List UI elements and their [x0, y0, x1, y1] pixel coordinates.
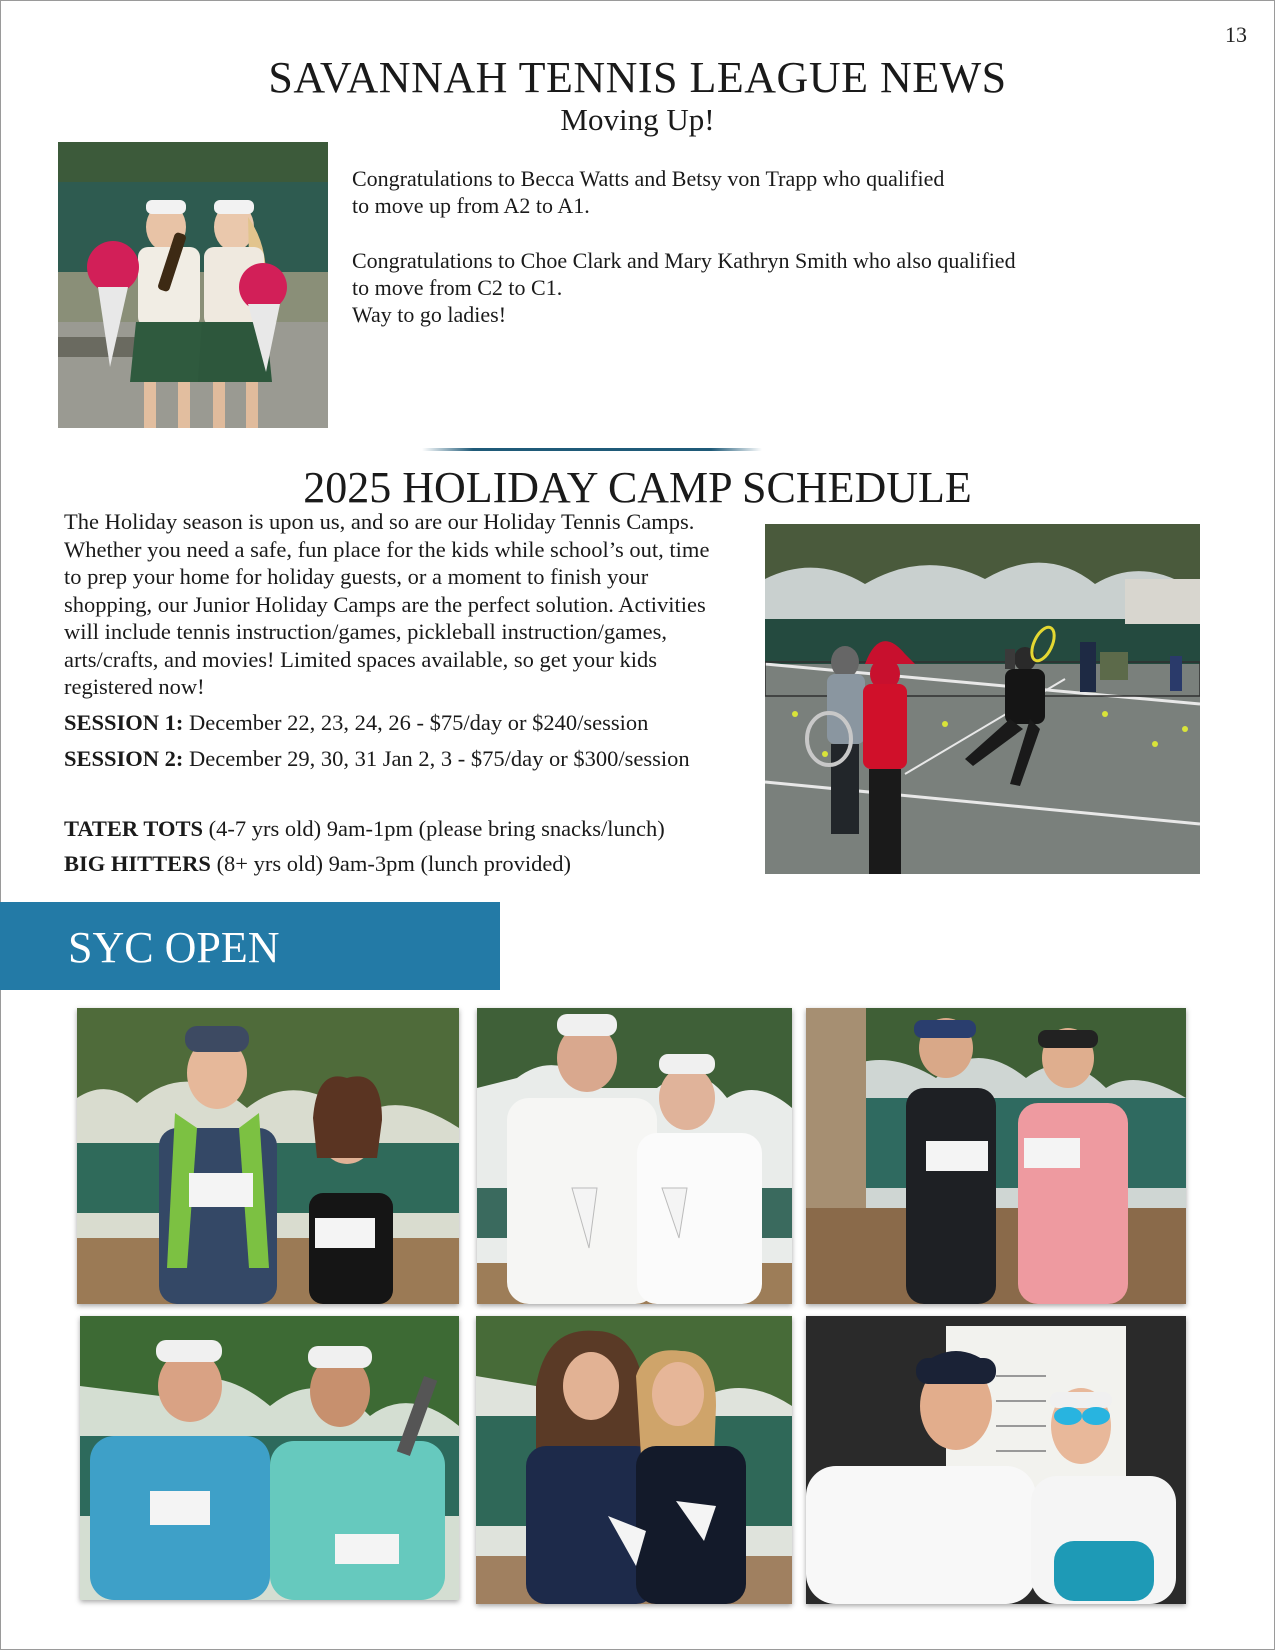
group-tater-tots-label: TATER TOTS [64, 816, 204, 841]
newsletter-title: SAVANNAH TENNIS LEAGUE NEWS [268, 53, 1007, 102]
camp-description-line: to prep your home for holiday guests, or a moment to finish your [64, 564, 649, 589]
camp-description-line: shopping, our Junior Holiday Camps are the perfect solution. Activities [64, 591, 706, 617]
session-1-label: SESSION 1: [64, 710, 184, 735]
group-tater-tots-text: (4-7 yrs old) 9am-1pm (please bring snacks/lunch) [203, 816, 665, 841]
news-paragraph-2-line-1: Congratulations to Choe Clark and Mary Kathryn Smith who also qualified [352, 248, 1016, 273]
syc-open-banner [0, 902, 500, 990]
photo-holiday-camp-court [765, 524, 1200, 874]
camp-description-line: will include tennis instruction/games, pickleball instruction/games, [64, 619, 668, 644]
photo-syc-winners-2 [477, 1008, 792, 1304]
page-number: 13 [1225, 22, 1247, 47]
news-paragraph-2-line-2: to move from C2 to C1. [352, 275, 563, 300]
camp-description [64, 508, 764, 701]
photo-moving-up-winners [58, 142, 328, 428]
news-paragraph-1 [352, 165, 944, 219]
camp-description-line: arts/crafts, and movies! Limited spaces available, so get your kids [64, 646, 657, 672]
session-1-text: December 22, 23, 24, 26 - $75/day or $240/session [183, 710, 649, 735]
session-2-label: SESSION 2: [64, 746, 184, 771]
camp-description-line: registered now! [64, 674, 205, 699]
newsletter-subtitle: Moving Up! [560, 102, 715, 137]
camp-description-line: The Holiday season is upon us, and so are our Holiday Tennis Camps. [64, 509, 695, 534]
group-big-hitters-text: (8+ yrs old) 9am-3pm (lunch provided) [210, 851, 572, 876]
camp-title: 2025 HOLIDAY CAMP SCHEDULE [303, 463, 972, 512]
camp-description-line: Whether you need a safe, fun place for the kids while school’s out, time [64, 536, 710, 562]
session-2 [64, 746, 690, 772]
group-big-hitters-label: BIG HITTERS [64, 851, 211, 876]
news-paragraph-2 [352, 247, 1016, 328]
group-tater-tots [64, 816, 665, 842]
photo-syc-winners-6 [806, 1316, 1186, 1604]
photo-syc-winners-5 [476, 1316, 792, 1604]
photo-syc-winners-1 [77, 1008, 459, 1304]
news-paragraph-2-line-3: Way to go ladies! [352, 302, 507, 327]
news-paragraph-1-line-1: Congratulations to Becca Watts and Betsy von Trapp who qualified [352, 166, 945, 191]
section-divider [422, 448, 762, 451]
session-2-text: December 29, 30, 31 Jan 2, 3 - $75/day or $300/session [183, 746, 690, 771]
news-paragraph-1-line-2: to move up from A2 to A1. [352, 193, 590, 218]
group-big-hitters [64, 851, 571, 877]
photo-syc-winners-3 [806, 1008, 1186, 1304]
photo-syc-winners-4 [80, 1316, 459, 1600]
session-1 [64, 710, 648, 736]
syc-open-title: SYC OPEN [68, 923, 280, 972]
